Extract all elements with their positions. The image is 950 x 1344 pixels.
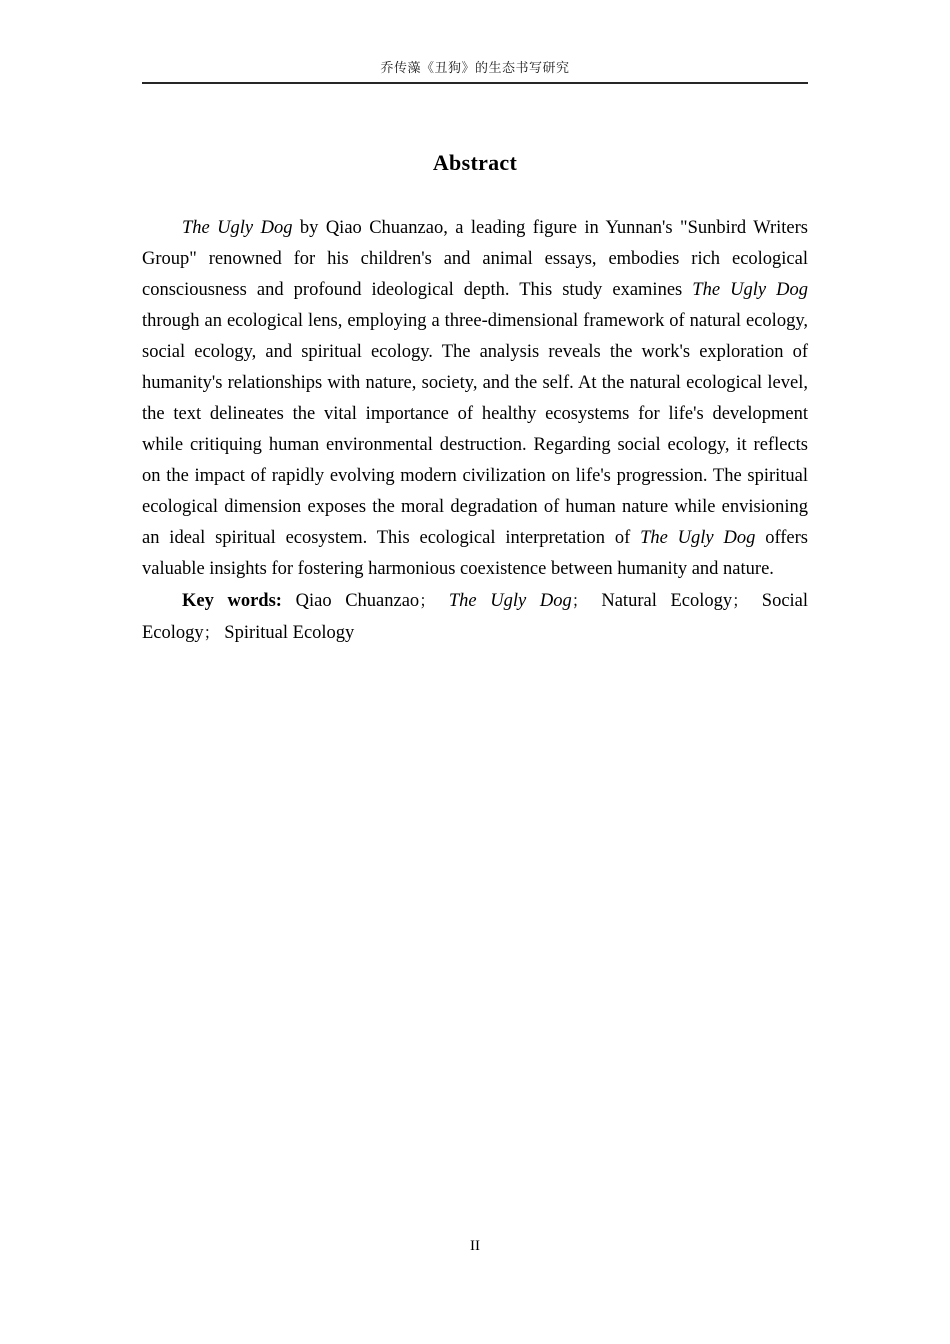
page-title: Abstract [432,150,518,175]
abstract-body [142,213,808,649]
running-header [142,58,808,84]
keywords-separator-2: ； [571,591,588,610]
keyword-item-1: Qiao Chuanzao [295,591,420,611]
keywords-space-2 [435,591,449,611]
work-title-mention-3: The Ugly Dog [640,528,756,548]
keyword-item-2: The Ugly Dog [448,591,572,611]
keyword-item-4: Social Ecology [142,591,809,643]
work-title-mention-1: The Ugly Dog [182,218,293,238]
keyword-item-5: Spiritual Ecology [224,623,355,643]
keywords-space-4 [748,591,762,611]
keywords-label: Key words: [182,591,282,611]
page-number: II [470,1238,480,1254]
keywords-separator-3: ； [732,591,749,610]
running-header-text: 乔传藻《丑狗》的生态书写研究 [380,60,570,75]
abstract-text-segment-4: through an ecological lens, employing a three-dimensional framework of natural ecology, social ecology, and spiritual ecology. The analysis reveals the work's exploration of humanity's relationships with nature, society, and the self. At the natural ecological level, the text delineates the vital importance of healthy ecosystems for life's development while critiquing human environmental destruction. Regarding social ecology, it reflects on the impact of rapidly evolving modern civilization on life's progression. The spiritual ecological dimension exposes the moral degradation of human nature while envisioning an ideal spiritual ecosystem. This ecological interpretation of [142,311,808,548]
keywords-space-3 [588,591,602,611]
keywords-paragraph [142,585,808,649]
abstract-text-segment-2: by Qiao Chuanzao, a leading figure in Yunnan's "Sunbird Writers Group" renowned for his children's and animal essays, embodies rich ecological consciousness and profound ideological depth. This study examines [142,218,808,300]
keywords-separator-1: ； [419,591,436,610]
keywords-separator-4: ； [203,623,220,642]
abstract-paragraph [142,213,808,585]
work-title-mention-2: The Ugly Dog [692,280,808,300]
abstract-text-segment-6: offers valuable insights for fostering harmonious coexistence between humanity and nature. [142,528,809,579]
header-divider-rule [142,82,808,84]
keyword-item-3: Natural Ecology [601,591,733,611]
keywords-space-1 [282,591,296,611]
